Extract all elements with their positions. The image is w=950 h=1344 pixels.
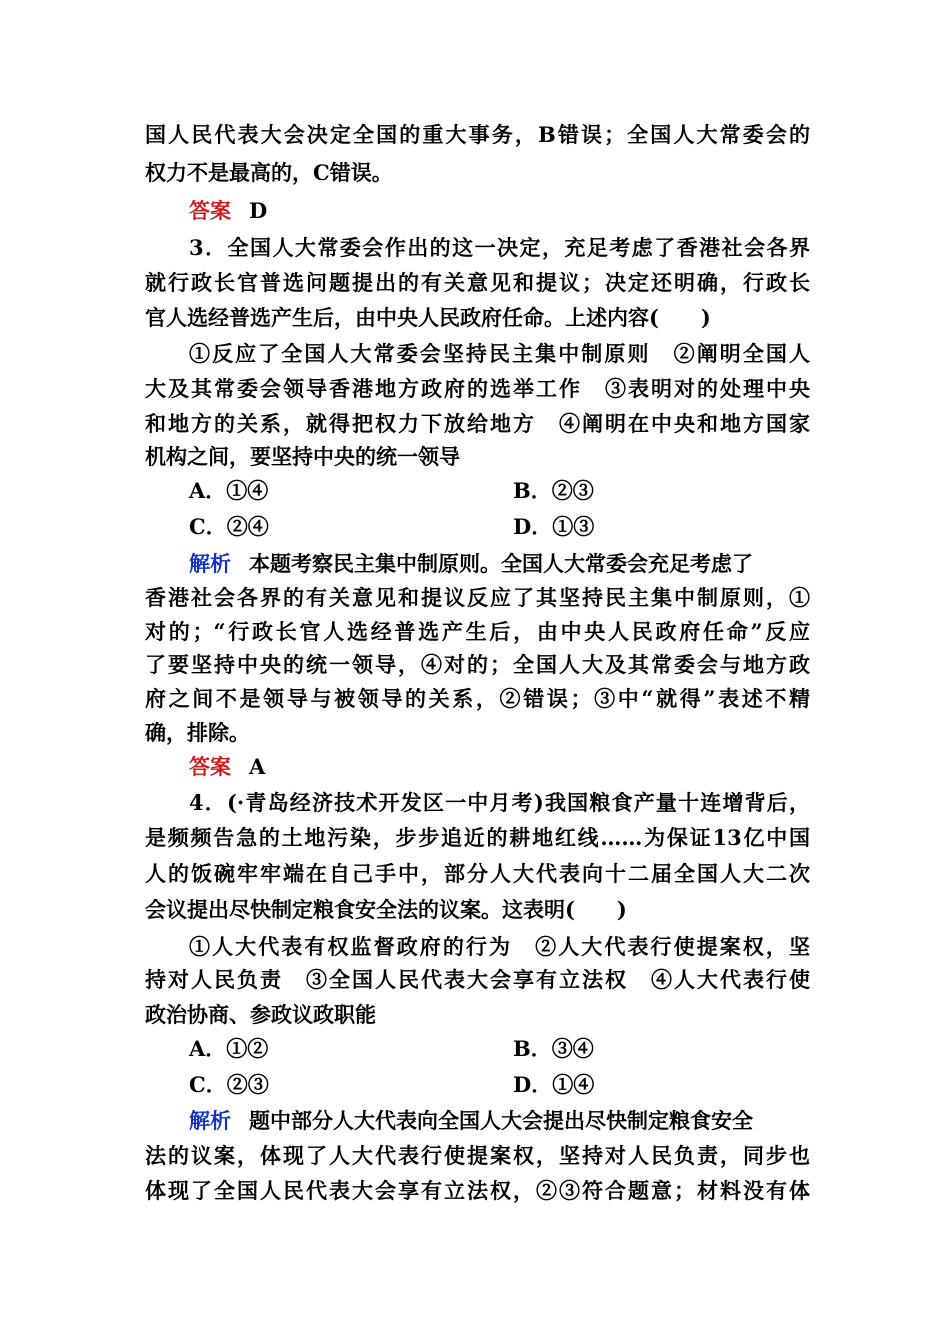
text-line: 官人选经普选产生后，由中央人民政府任命。上述内容( ) — [145, 305, 711, 330]
option-d: D．①④ — [513, 1072, 595, 1097]
text-line: 府之间不是领导与被领导的关系，②错误；③中“就得”表述不精 — [145, 686, 810, 711]
text-line: 政治协商、参政议政职能 — [145, 1002, 376, 1027]
answer-line — [189, 752, 810, 782]
text-line: 确，排除。 — [145, 720, 250, 745]
text-line: 机构之间，要坚持中央的统一领导 — [145, 444, 460, 469]
text-line: 了要坚持中央的统一领导，④对的；全国人大及其常委会与地方政 — [145, 652, 810, 677]
option-a: A．①④ — [189, 478, 269, 503]
answer-label: 答案 — [189, 754, 231, 779]
text-line: 体现了全国人民代表大会享有立法权，②③符合题意；材料没有体 — [145, 1178, 810, 1203]
analysis-label: 解析 — [189, 551, 231, 576]
text-line: 权力不是最高的，C错误。 — [145, 160, 393, 185]
text-line: 法的议案，体现了人大代表行使提案权，坚持对人民负责，同步也 — [145, 1143, 810, 1168]
question-3-statements: ①反应了全国人大常委会坚持民主集中制原则 ②阐明全国人 — [189, 341, 810, 366]
option-a: A．①② — [189, 1036, 269, 1061]
question-3-stem: 3．全国人大常委会作出的这一决定，充足考虑了香港社会各界 — [189, 235, 810, 260]
text-line: 持对人民负责 ③全国人民代表大会享有立法权 ④人大代表行使 — [145, 967, 810, 992]
analysis-label: 解析 — [189, 1108, 231, 1133]
question-4-statements: ①人大代表有权监督政府的行为 ②人大代表行使提案权，坚 — [189, 934, 810, 959]
text-line: 和地方的关系，就得把权力下放给地方 ④阐明在中央和地方国家 — [145, 411, 810, 436]
text-line: 是频频告急的土地污染，步步追近的耕地红线……为保证13亿中国 — [145, 825, 810, 850]
text-line: 大及其常委会领导香港地方政府的选举工作 ③表明对的处理中央 — [145, 376, 810, 401]
option-d: D．①③ — [513, 514, 595, 539]
analysis-text: 题中部分人大代表向全国人大会提出尽快制定粮食安全 — [249, 1108, 753, 1133]
text-line: 人的饭碗牢牢端在自己手中，部分人大代表向十二届全国人大二次 — [145, 861, 810, 886]
question-4-stem: 4．(·青岛经济技术开发区一中月考)我国粮食产量十连增背后， — [189, 790, 810, 815]
analysis-line — [189, 549, 810, 579]
answer-value: D — [249, 198, 268, 223]
answer-line — [189, 196, 810, 226]
answer-value: A — [249, 754, 266, 779]
text-line: 会议提出尽快制定粮食安全法的议案。这表明( ) — [145, 897, 627, 922]
option-c: C．②③ — [189, 1072, 269, 1097]
text-line: 国人民代表大会决定全国的重大事务，B错误；全国人大常委会的 — [145, 122, 810, 147]
answer-label: 答案 — [189, 198, 231, 223]
analysis-text: 本题考察民主集中制原则。全国人大常委会充足考虑了 — [249, 551, 753, 576]
option-b: B．②③ — [513, 478, 594, 503]
analysis-line — [189, 1106, 810, 1136]
option-b: B．③④ — [513, 1036, 594, 1061]
option-c: C．②④ — [189, 514, 269, 539]
text-line: 香港社会各界的有关意见和提议反应了其坚持民主集中制原则，① — [145, 585, 810, 610]
text-line: 就行政长官普选问题提出的有关意见和提议；决定还明确，行政长 — [145, 270, 810, 295]
text-line: 对的；“行政长官人选经普选产生后，由中央人民政府任命”反应 — [145, 619, 810, 644]
